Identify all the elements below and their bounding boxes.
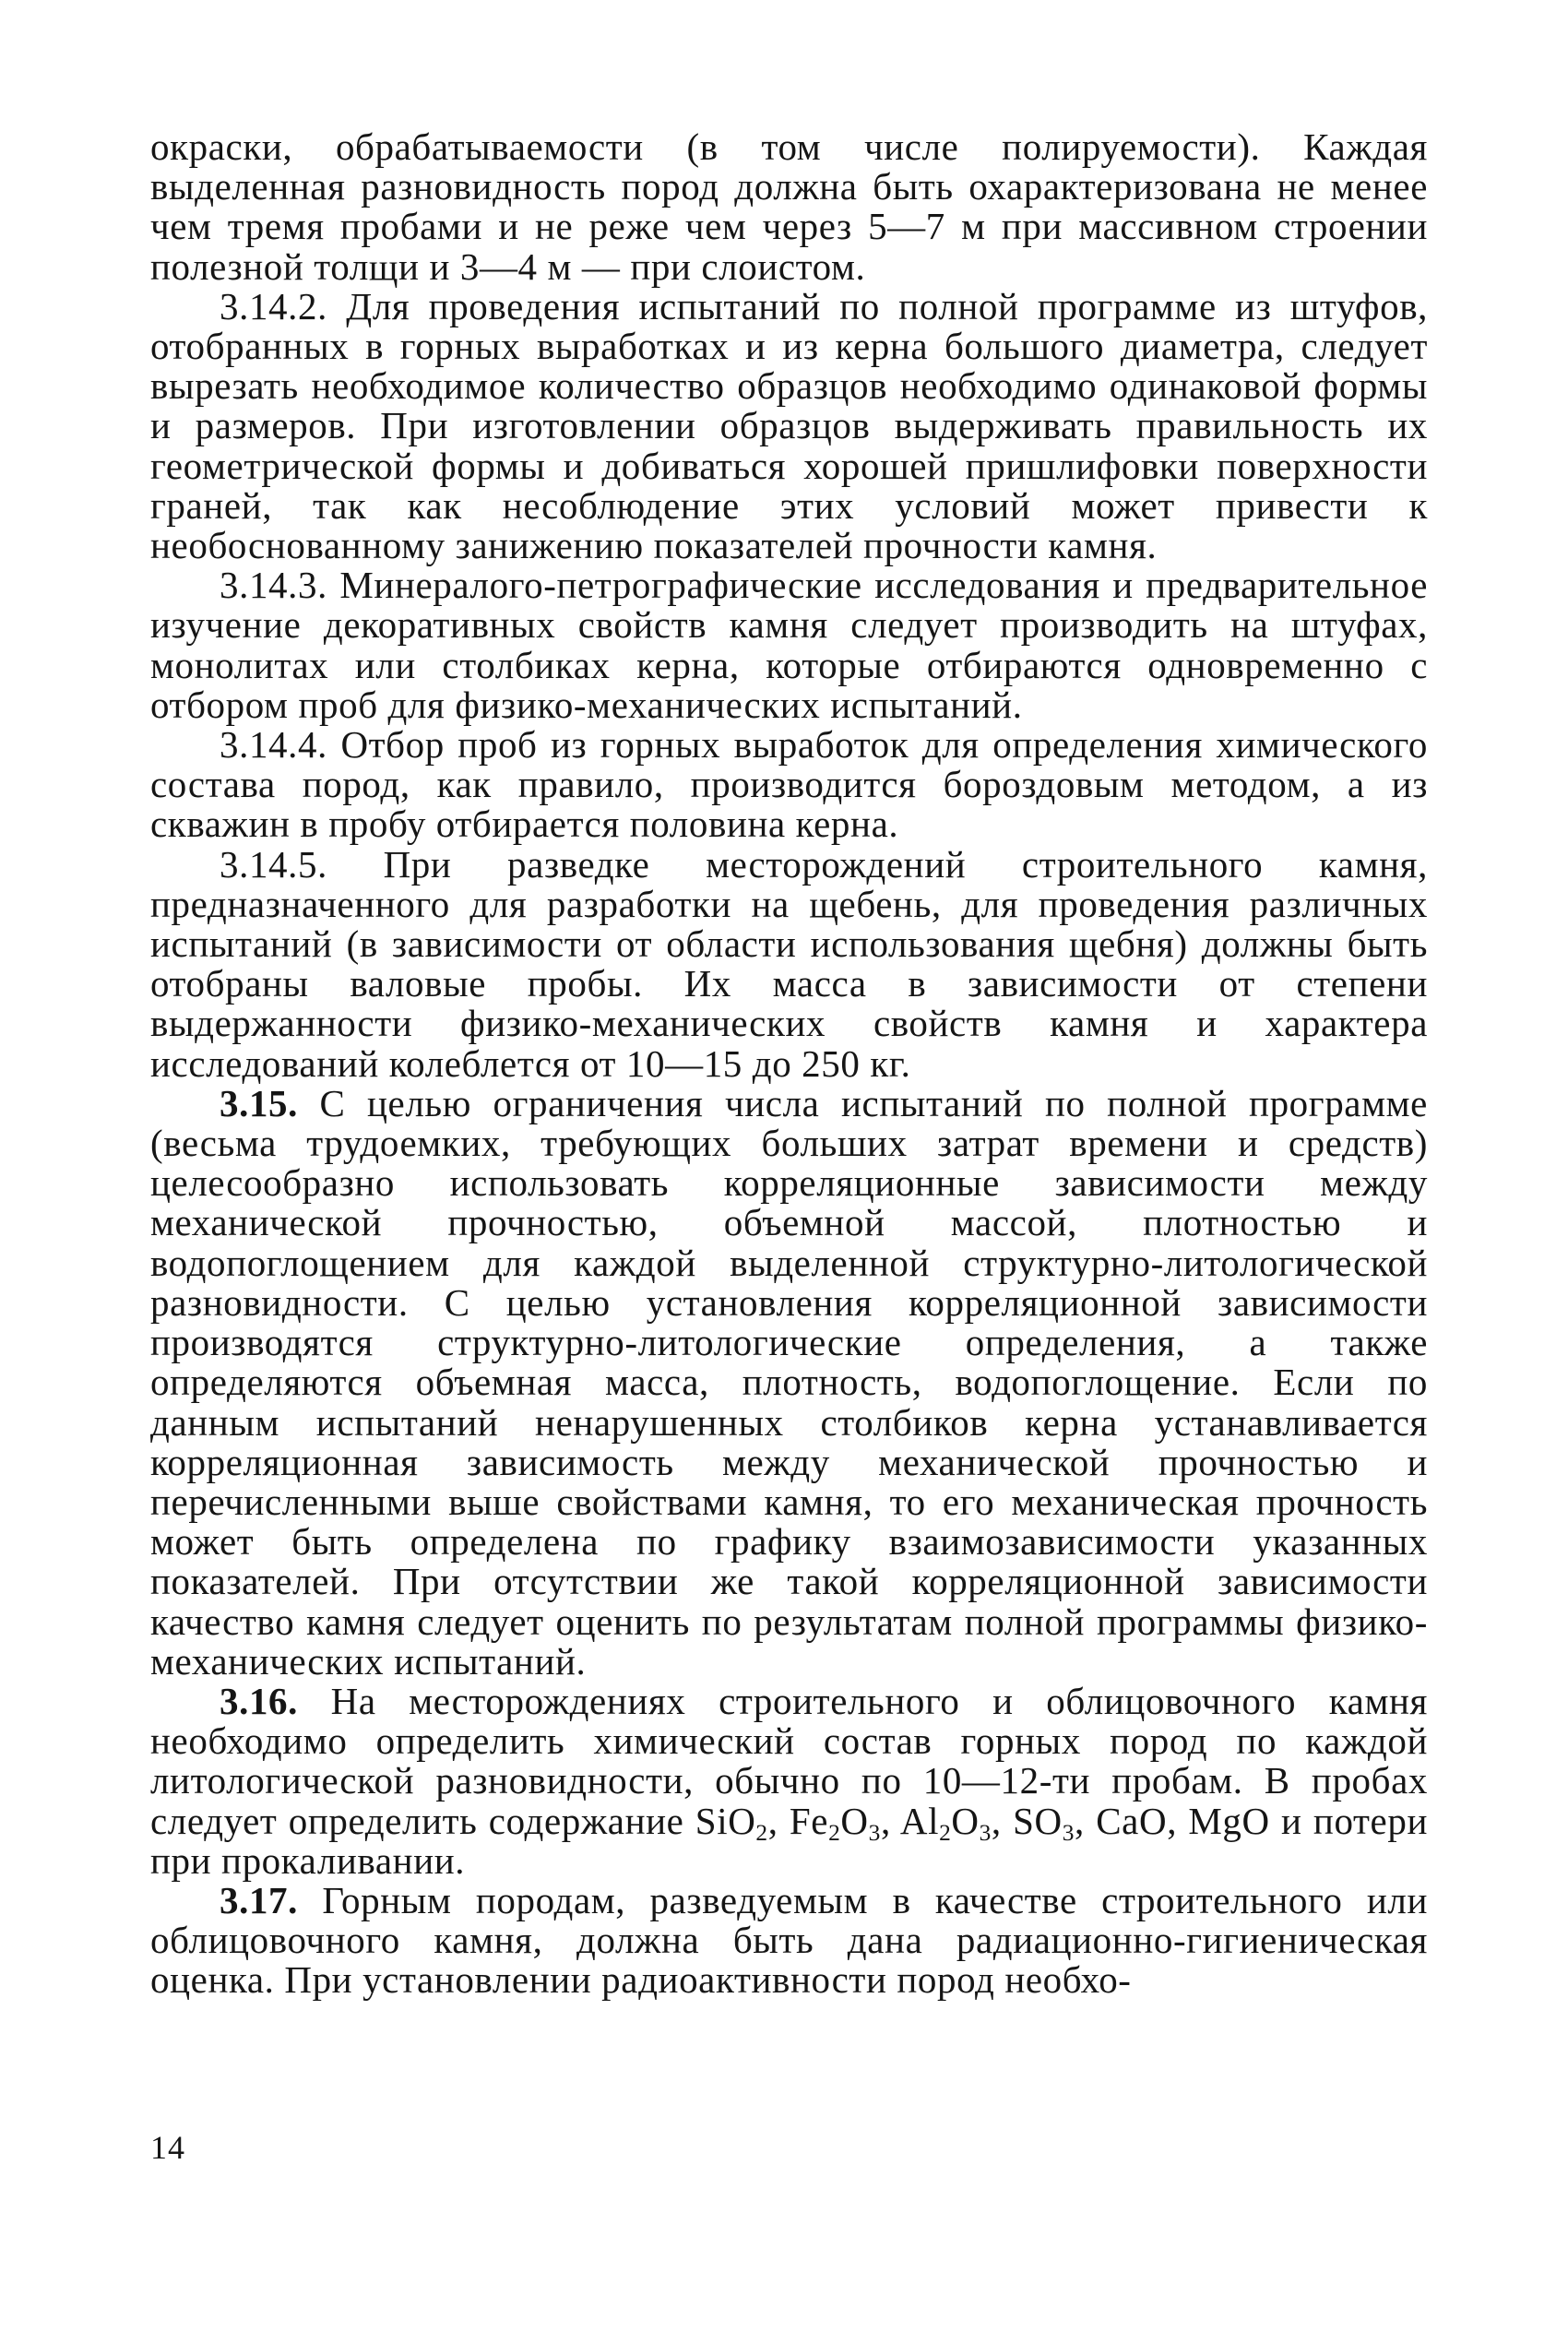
formula-sio2: SiO$_2$, — [695, 1799, 790, 1846]
paragraph-text: Отбор проб из горных выработок для определения химического состава пород, как правило, производится бороздовым методом, а из скважин в пробу отбирается половина керна. — [150, 723, 1428, 846]
paragraph-3-17 — [150, 1878, 1428, 2002]
paragraph-3-14-4 — [150, 725, 1428, 845]
paragraph-3-16 — [150, 1679, 1428, 1882]
section-number: 3.14.4. — [220, 723, 327, 767]
section-number: 3.16. — [220, 1679, 298, 1722]
paragraph-text: Горным породам, разведуемым в качестве строительного или облицовочного камня, должна быть дана радиационно-гигиеническая оценка. При установлении радиоактивности пород необхо- — [150, 1878, 1428, 2002]
formula-fe2o3: $Fe_2O_3$, — [789, 1799, 900, 1846]
formula-so3: $SO_3$, — [1013, 1799, 1097, 1846]
section-number: 3.15. — [220, 1081, 298, 1124]
section-number: 3.17. — [220, 1878, 298, 1921]
paragraph-text: Для проведения испытаний по полной программе из штуфов, отобранных в горных выработках и из керна большого диаметра, следует вырезать необходимое количество образцов необходимо одинаковой формы и размеров. При изготовлении образцов выдерживать правильность их геометрической формы и добиваться хорошей пришлифовки поверхности граней, так как несоблюдение этих условий может привести к необоснованному занижению показателей прочности камня. — [150, 284, 1428, 567]
paragraph-text: С целью ограничения числа испытаний по полной программе (весьма трудоемких, требующих больших затрат времени и средств) целесообразно использовать корреляционные зависимости между механической прочностью, объемной массой, плотностью и водопоглощением для каждой выделенной структурно-литологической разновидности. С целью установления корреляционной зависимости производятся структурно-литологические определения, а также определяются объемная масса, плотность, водопоглощение. Если по данным испытаний ненарушенных столбиков керна устанавливается корреляционная зависимость между механической прочностью и перечисленными выше свойствами камня, то его механическая прочность может быть определена по графику взаимозависимости указанных показателей. При отсутствии же такой корреляционной зависимости качество камня следует оценить по результатам полной программы физико-механических испытаний. — [150, 1081, 1428, 1683]
section-number: 3.14.3. — [220, 564, 327, 607]
paragraph-text-tail: CaO, MgO и потери при прокаливании. — [150, 1799, 1428, 1882]
paragraph-3-14-5 — [150, 842, 1428, 1085]
paragraph-continuation — [150, 127, 1428, 287]
paragraph-text: При разведке месторождений строительного камня, предназначенного для разработки на щебень, для проведения различных испытаний (в зависимости от области использования щебня) должны быть отобраны валовые пробы. Их масса в зависимости от степени выдержанности физико-механических свойств камня и характера исследований колеблется от 10—15 до 250 кг. — [150, 842, 1428, 1085]
section-number: 3.14.5. — [220, 842, 327, 886]
page-number: 14 — [150, 2129, 185, 2166]
paragraph-text: Минералого-петрографические исследования и предварительное изучение декоративных свойств камня следует производить на штуфах, монолитах или столбиках керна, которые отбираются одновременно с отбором проб для физико-механических испытаний. — [150, 564, 1428, 726]
paragraph-text: На месторождениях строительного и облицовочного камня необходимо определить химический состав горных пород по каждой литологической разновидности, обычно по 10—12-ти пробам. В пробах следует определить содержание — [150, 1679, 1428, 1842]
formula-al2o3: $Al_2O_3$, — [899, 1799, 1014, 1846]
paragraph-text: окраски, обрабатываемости (в том числе полируемости). Каждая выделенная разновидность пород должна быть охарактеризована не менее чем тремя пробами и не реже чем через 5—7 м при массивном строении полезной толщи и 3—4 м — при слоистом. — [150, 125, 1428, 288]
section-number: 3.14.2. — [220, 284, 327, 327]
paragraph-3-15 — [150, 1081, 1428, 1683]
paragraph-3-14-3 — [150, 565, 1428, 725]
document-page — [150, 127, 1428, 2001]
paragraph-3-14-2 — [150, 284, 1428, 567]
